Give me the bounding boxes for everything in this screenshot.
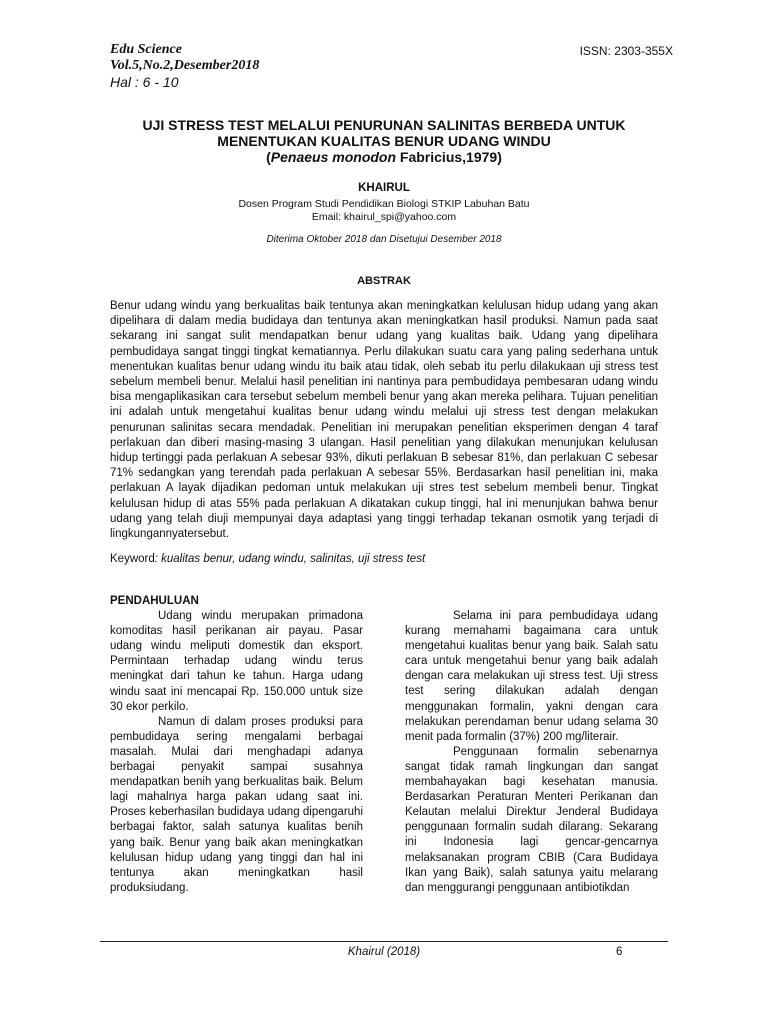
section-heading: PENDAHULUAN xyxy=(110,595,199,607)
journal-header xyxy=(110,42,259,74)
paragraph: Selama ini para pembudidaya udang kurang memahami bagaimana cara untuk mengetahui kualitas benur yang baik. Salah satu cara untuk mengetahui benur yang baik adalah dengan cara melakukan uji stress test. Uji stress test sering dilakukan adalah dengan menggunakan formalin, yakni dengan cara melakukan perendaman benur udang selama 30 menit pada formalin (37%) 200 mg/literair. xyxy=(405,610,658,743)
author-name: KHAIRUL xyxy=(358,182,410,194)
author-affiliation: Dosen Program Studi Pendidikan Biologi STKIP Labuhan Batu xyxy=(238,198,530,210)
species-authority: Fabricius,1979) xyxy=(396,149,502,165)
author-email: Email: khairul_spi@yahoo.com xyxy=(311,211,457,223)
footer-divider xyxy=(100,941,668,942)
keyword-label: Keyword xyxy=(110,553,155,565)
right-column xyxy=(405,609,658,896)
keywords xyxy=(110,553,425,565)
received-date: Diterima Oktober 2018 dan Disetujui Desember 2018 xyxy=(266,234,502,245)
title-paren: ( xyxy=(266,149,271,165)
left-column xyxy=(110,594,363,896)
abstract-text: Benur udang windu yang berkualitas baik tentunya akan meningkatkan kelulusan hidup udang yang akan dipelihara di dalam media budidaya dan tentunya akan meningkatkan hasil produksi. Namun pada saat sekarang ini sangat sulit mendapatkan benur udang yang kualitas baik. Udang yang dipelihara pembudidaya sangat tinggi tingkat kematiannya. Perlu dilakukan suatu cara yang paling sederhana untuk menentukan kualitas benur udang windu itu baik atau tidak, oleh sebab itu perlu dilakukaan uji stress test sebelum membeli benur. Melalui hasil penelitian ini nantinya para pembudidaya pembesaran udang windu bisa mengaplikasikan cara tersebut sebelum membeli benur yang akan mereka pelihara. Tujuan penelitian ini adalah untuk mengetahui kualitas benur udang windu melalui uji stress test dengan melakukan penurunan salinitas secara mendadak. Penelitian ini merupakan penelitian eksperimen dengan 4 taraf perlakuan dan diberi masing-masing 3 ulangan. Hasil penelitian yang dilakukan menunjukan kelulusan hidup tertinggi pada perlakuan A sebesar 93%, dikuti perlakuan B sebesar 81%, dan perlakuan C sebesar 71% sedangkan yang terendah pada perlakuan A sebesar 55%. Berdasarkan hasil penelitian ini, maka perlakuan A layak dijadikan pedoman untuk melakukan uji stres test sebelum membeli benur. Tingkat kelulusan hidup di atas 55% pada perlakuan A dikatakan cukup tinggi, hal ini menunjukan bahwa benur udang yang telah diuji mempunyai daya adaptasi yang tinggi terhadap tekanan osmotik yang terjadi di lingkungannyatersebut. xyxy=(110,300,658,541)
paragraph: Udang windu merupakan primadona komoditas hasil perikanan air payau. Pasar udang windu meliputi domestik dan eksport. Permintaan terhadap udang windu terus meningkat dari tahun ke tahun. Harga udang windu saat ini mencapai Rp. 150.000 untuk size 30 ekor perkilo. xyxy=(110,610,363,713)
species-name: Penaeus monodon xyxy=(270,149,397,165)
footer-citation: Khairul (2018) xyxy=(347,946,421,958)
issn: ISSN: 2303-355X xyxy=(579,44,673,58)
paper-title xyxy=(100,117,668,165)
keyword-terms: : kualitas benur, udang windu, salinitas, uji stress test xyxy=(154,553,426,565)
page-number: 6 xyxy=(616,946,623,958)
title-line-3 xyxy=(100,149,668,165)
title-line-2: MENENTUKAN KUALITAS BENUR UDANG WINDU xyxy=(217,133,551,149)
page-range: Hal : 6 - 10 xyxy=(110,74,179,90)
abstract-heading: ABSTRAK xyxy=(357,275,411,287)
title-line-1: UJI STRESS TEST MELALUI PENURUNAN SALINITAS BERBEDA UNTUK xyxy=(142,117,626,133)
journal-volume: Vol.5,No.2,Desember2018 xyxy=(110,58,260,73)
paragraph: Namun di dalam proses produksi para pembudidaya sering mengalami berbagai masalah. Mulai dari menghadapi adanya berbagai penyakit sampai susahnya mendapatkan benih yang berkualitas baik. Belum lagi mahalnya harga pakan udang saat ini. Proses keberhasilan budidaya udang dipengaruhi berbagai faktor, salah satunya kualitas benih yang baik. Benur yang baik akan meningkatkan kelulusan hidup udang yang tinggi dan hal ini tentunya akan meningkatkan hasil produksiudang. xyxy=(110,715,363,894)
author-affiliation-block xyxy=(100,198,668,224)
paragraph: Penggunaan formalin sebenarnya sangat tidak ramah lingkungan dan sangat membahayakan bagi kesehatan manusia. Berdasarkan Peraturan Menteri Perikanan dan Kelautan melalui Direktur Jenderal Budidaya penggunaan formalin sudah dilarang. Sekarang ini Indonesia lagi gencar-gencarnya melaksanakan program CBIB (Cara Budidaya Ikan yang Baik), salah satunya yaitu melarang dan menggurangi penggunaan antibiotikdan xyxy=(405,745,658,894)
journal-name: Edu Science xyxy=(110,42,182,57)
